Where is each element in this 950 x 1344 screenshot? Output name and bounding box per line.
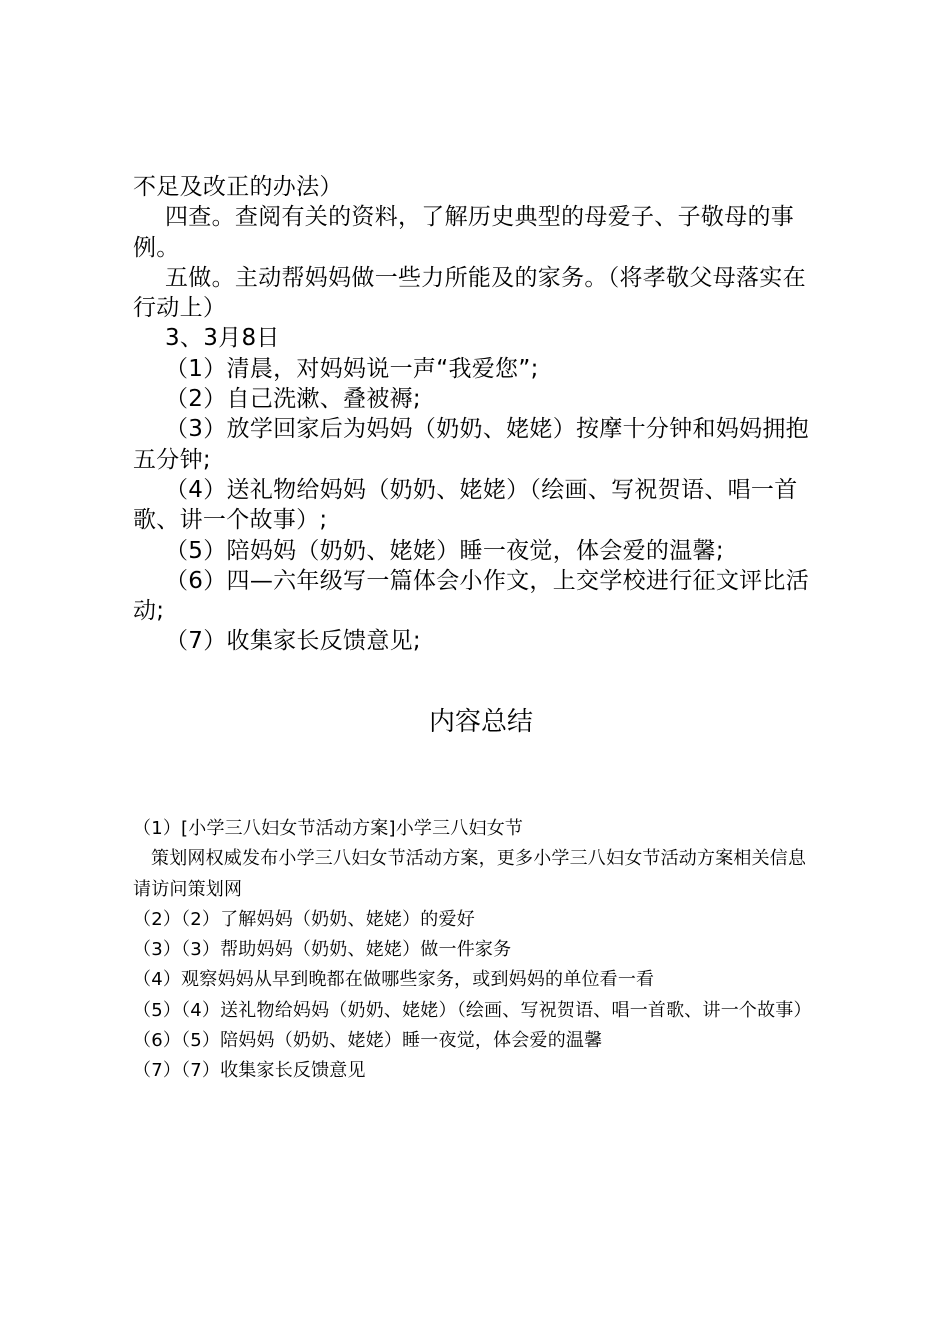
- summary-item-7: （7）（7）收集家长反馈意见: [133, 1060, 366, 1082]
- list-item-2: （2）自己洗漱、叠被褥;: [165, 386, 421, 413]
- summary-item-2: （2）（2）了解妈妈（奶奶、姥姥）的爱好: [133, 908, 475, 930]
- list-item-3: （3）放学回家后为妈妈（奶奶、姥姥）按摩十分钟和妈妈拥抱五分钟;: [133, 416, 810, 473]
- summary-item-3: （3）（3）帮助妈妈（奶奶、姥姥）做一件家务: [133, 939, 512, 961]
- summary-title: 内容总结: [428, 707, 533, 737]
- paragraph-1: 不足及改正的办法）: [133, 174, 343, 200]
- summary-item-4: （4）观察妈妈从早到晚都在做哪些家务，或到妈妈的单位看一看: [133, 969, 655, 991]
- paragraph-2: 四查。查阅有关的资料，了解历史典型的母爱子、子敬母的事例。: [133, 204, 795, 261]
- summary-item-1: （1）[小学三八妇女节活动方案]小学三八妇女节: [133, 818, 524, 839]
- list-item-5: （5）陪妈妈（奶奶、姥姥）睡一夜觉，体会爱的温馨;: [165, 537, 724, 564]
- paragraph-3: 五做。主动帮妈妈做一些力所能及的家务。（将孝敬父母落实在行动上）: [133, 264, 806, 322]
- summary-item-5: （5）（4）送礼物给妈妈（奶奶、姥姥）（绘画、写祝贺语、唱一首歌、讲一个故事）: [133, 999, 812, 1021]
- body-text: [133, 172, 823, 657]
- summary-list: [133, 814, 823, 1087]
- list-item-4: （4）送礼物给妈妈（奶奶、姥姥）（绘画、写祝贺语、唱一首歌、讲一个故事）;: [133, 476, 798, 534]
- list-item-6: （6）四—六年级写一篇体会小作文，上交学校进行征文评比活动;: [133, 567, 810, 625]
- paragraph-4: 3、3月8日: [165, 325, 280, 352]
- list-item-7: （7）收集家长反馈意见;: [165, 628, 421, 655]
- summary-item-6: （6）（5）陪妈妈（奶奶、姥姥）睡一夜觉，体会爱的温馨: [133, 1030, 603, 1052]
- list-item-1: （1）清晨，对妈妈说一声“我爱您”;: [165, 355, 539, 382]
- summary-item-1-detail: 策划网权威发布小学三八妇女节活动方案，更多小学三八妇女节活动方案相关信息请访问策划网: [133, 848, 807, 900]
